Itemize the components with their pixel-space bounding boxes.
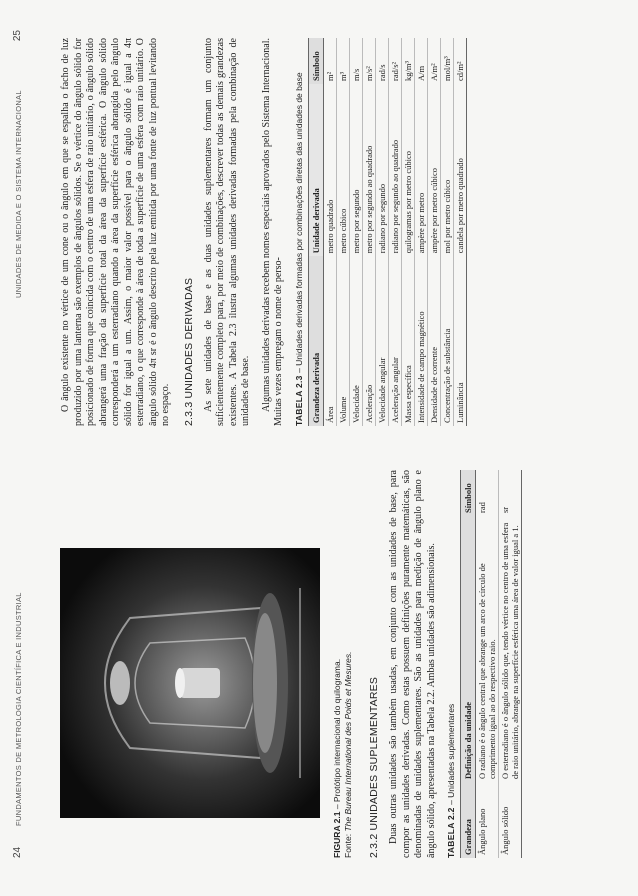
table-row	[427, 38, 440, 426]
table-cell: candela por metro quadrado	[453, 84, 466, 256]
section-title-derived: 2.3.3 UNIDADES DERIVADAS	[182, 277, 195, 426]
table-cell: metro por segundo	[349, 84, 362, 256]
table-cell: Ângulo plano	[476, 782, 499, 858]
table-2-2-label: TABELA 2.2	[446, 807, 456, 858]
left-running-header: FUNDAMENTOS DE METROLOGIA CIENTÍFICA E INDUSTRIAL	[14, 592, 23, 826]
table-row	[375, 38, 388, 426]
table-row	[323, 38, 336, 426]
figure-source: The Bureau International des Poids et Mesures.	[343, 651, 353, 832]
table-2-2-caption: – Unidades suplementares	[446, 703, 456, 808]
table-cell: m³	[336, 38, 349, 84]
table-cell: mol/m³	[440, 38, 453, 84]
table-cell: Densidade de corrente	[427, 256, 440, 426]
derived-paragraph-2: Algumas unidades derivadas recebem nomes especiais aprovados pelo Sistema Internacional. Muitas vezes empregam o nome de perso-	[260, 38, 284, 426]
table-cell: radiano por segundo ao quadrado	[388, 84, 401, 256]
table-cell: Volume	[336, 256, 349, 426]
table-cell: m/s²	[362, 38, 375, 84]
photo-illustration	[60, 548, 320, 818]
table-header: Símbolo	[308, 38, 323, 84]
table-row	[401, 38, 414, 426]
table-2-3-caption: – Unidades derivadas formadas por combinações diretas das unidades de base	[293, 72, 304, 376]
table-cell: Intensidade de campo magnético	[414, 256, 427, 426]
table-cell: m²	[323, 38, 336, 84]
solid-angle-paragraph: O ângulo existente no vértice de um cone ou o ângulo em que se espalha o facho de luz produzido por uma lanterna são exemplos de ângulos sólidos. Se o vértice do ângulo sólido for posicionado de forma que coincida com o centro de uma esfera de raio unitário, o ângulo sólido abrangerá uma fração da superfície total da área da superfície esférica. O ângulo sólido corresponderá a um esterradiano quando a área da superfície esférica abrangida pelo ângulo sólido for igual a um. Assim, o maior valor possível para o ângulo sólido é igual a 4π esterradiano, o que corresponde à área de toda a superfície de uma esfera com raio unitário. O ângulo sólido 4π sr é o ângulo descrito pela luz emitida por uma fonte de luz pontual levitando no espaço.	[60, 38, 171, 426]
left-page	[0, 448, 638, 896]
table-header: Grandeza	[461, 782, 476, 858]
table-cell: Aceleração	[362, 256, 375, 426]
table-row	[349, 38, 362, 426]
table-cell: Ângulo sólido	[499, 782, 522, 858]
supplementary-paragraph: Duas outras unidades são também usadas, em conjunto com as unidades de base, para compor as unidades derivadas. Como estas possuem definições puramente matemáticas, são denominadas de unidades suplementares. São as unidades para medição de ângulo plano e ângulo sólido, apresentadas na Tabela 2.2. Ambas unidades são adimensionais.	[388, 470, 437, 858]
table-supplementary-units	[460, 470, 522, 858]
table-row	[414, 38, 427, 426]
right-page-number: 25	[12, 30, 23, 42]
table-row	[362, 38, 375, 426]
table-row	[336, 38, 349, 426]
table-cell: Área	[323, 256, 336, 426]
table-2-2-title	[446, 470, 456, 858]
table-cell: radiano por segundo	[375, 84, 388, 256]
table-cell: rad	[476, 470, 499, 516]
table-cell: rad/s	[375, 38, 388, 84]
table-cell: rad/s²	[388, 38, 401, 84]
table-2-3-title	[294, 38, 304, 426]
kilogram-prototype-photo	[60, 548, 320, 818]
table-cell: kg/m³	[401, 38, 414, 84]
table-cell: ampère por metro cúbico	[427, 84, 440, 256]
figure-caption-text: – Protótipo internacional do quilograma.	[332, 658, 342, 812]
table-row	[388, 38, 401, 426]
table-2-3-label: TABELA 2.3	[293, 375, 304, 426]
table-row	[440, 38, 453, 426]
table-cell: Concentração de substância	[440, 256, 453, 426]
table-header: Grandeza derivada	[308, 256, 323, 426]
table-cell: sr	[499, 470, 522, 516]
figure-label: FIGURA 2.1	[332, 811, 342, 858]
table-row	[453, 38, 466, 426]
table-derived-units	[308, 38, 467, 426]
left-page-number: 24	[12, 846, 23, 858]
table-cell: Massa específica	[401, 256, 414, 426]
table-cell: cd/m²	[453, 38, 466, 84]
table-cell: A/m	[414, 38, 427, 84]
table-header: Símbolo	[461, 470, 476, 516]
table-row	[499, 470, 522, 858]
table-cell: quilogramas por metro cúbico	[401, 84, 414, 256]
table-cell: Velocidade angular	[375, 256, 388, 426]
table-cell: Velocidade	[349, 256, 362, 426]
table-cell: Luminância	[453, 256, 466, 426]
figure-caption	[332, 470, 354, 858]
table-header: Unidade derivada	[308, 84, 323, 256]
table-cell: O esterradiano é o ângulo sólido que, tendo vértice no centro de uma esfera de raio unitário, abrange na superfície esférica uma área de valor igual a 1.	[499, 516, 522, 782]
table-cell: Aceleração angular	[388, 256, 401, 426]
table-cell: metro quadrado	[323, 84, 336, 256]
table-cell: metro cúbico	[336, 84, 349, 256]
table-cell: ampère por metro	[414, 84, 427, 256]
table-body	[323, 38, 466, 426]
derived-paragraph-1: As sete unidades de base e as duas unidades suplementares formam um conjunto suficientemente completo para, por meio de combinações, descrever todas as demais grandezas existentes. A Tabela 2.3 ilustra algumas unidades derivadas formadas pela combinação de unidades de base.	[202, 38, 251, 426]
right-running-header: UNIDADES DE MEDIDA E O SISTEMA INTERNACIONAL	[14, 90, 23, 298]
table-row	[476, 470, 499, 858]
table-cell: mol por metro cúbico	[440, 84, 453, 256]
table-cell: m/s	[349, 38, 362, 84]
table-cell: metro por segundo ao quadrado	[362, 84, 375, 256]
figure-source-prefix: Fonte:	[343, 831, 353, 858]
table-cell: O radiano é o ângulo central que abrange um arco de círculo de comprimento igual ao do respectivo raio.	[476, 516, 499, 782]
table-cell: A/m²	[427, 38, 440, 84]
table-header: Definição da unidade	[461, 516, 476, 782]
section-title-supplementary: 2.3.2 UNIDADES SUPLEMENTARES	[368, 676, 380, 858]
